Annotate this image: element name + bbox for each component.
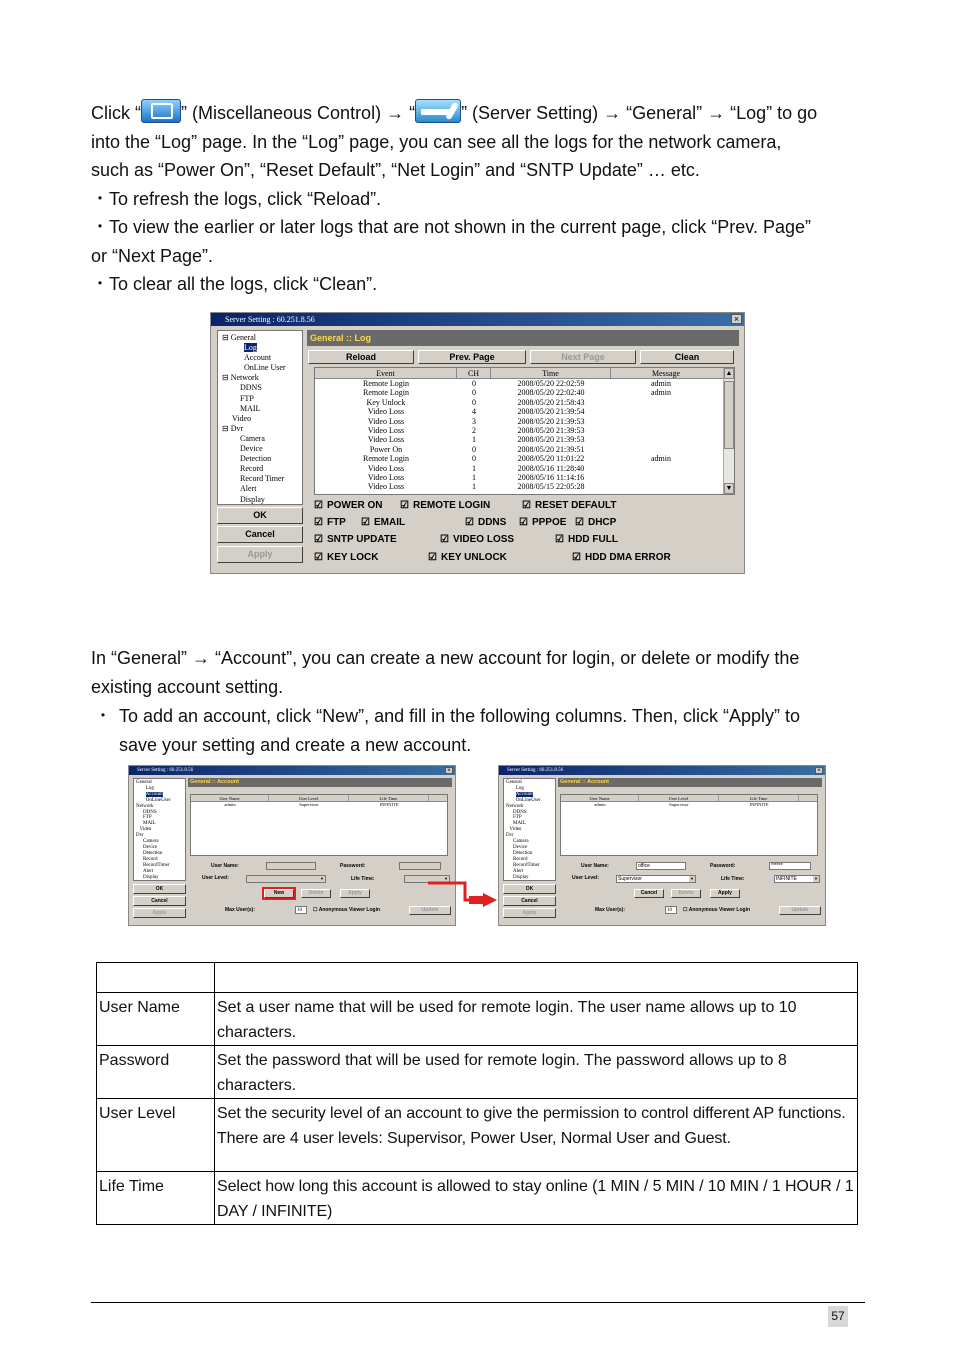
- tree-item[interactable]: Display: [240, 494, 265, 504]
- log-cell: admin: [651, 388, 671, 398]
- max-user-input[interactable]: 10: [665, 906, 677, 914]
- tree-item[interactable]: ⊟ Network: [222, 373, 259, 383]
- log-cell: 2008/05/15 22:05:28: [517, 482, 585, 492]
- max-user-input[interactable]: 10: [295, 906, 307, 914]
- scroll-thumb[interactable]: [724, 381, 734, 449]
- account-input[interactable]: ******: [769, 862, 811, 870]
- apply-button[interactable]: Apply: [217, 546, 303, 563]
- log-cell: Power On: [369, 444, 403, 454]
- log-cell: 1: [472, 435, 476, 445]
- account-text: In “General” → “Account”, you can create a new account for login, or delete or modify the: [91, 648, 800, 668]
- log-window-titlebar: [211, 313, 744, 326]
- tree-item[interactable]: DDNS: [143, 809, 157, 815]
- table-cell-field: Life Time: [97, 1172, 215, 1225]
- tree-item[interactable]: FTP: [513, 815, 522, 821]
- log-cell: 2008/05/20 22:02:40: [517, 388, 585, 398]
- log-window: [210, 312, 745, 574]
- delete-button[interactable]: Delete: [671, 889, 701, 898]
- tree-item[interactable]: Device: [513, 844, 528, 850]
- cancel-button[interactable]: Cancel: [634, 889, 664, 898]
- tree-item[interactable]: Camera: [513, 839, 529, 845]
- account-input[interactable]: [266, 862, 316, 870]
- table-row: [97, 1099, 858, 1172]
- column-header[interactable]: User Name: [191, 795, 269, 801]
- update-button[interactable]: Update: [409, 906, 451, 915]
- tree-item[interactable]: OnLineUser: [145, 797, 171, 803]
- next-page-button[interactable]: Next Page: [530, 350, 636, 364]
- tree-item[interactable]: RecordTimer: [143, 862, 170, 868]
- log-cell: 2008/05/16 11:14:16: [517, 472, 585, 482]
- table-cell-desc: Set a user name that will be used for remote login. The user name allows up to 10 characters.: [215, 993, 858, 1046]
- tree-item[interactable]: Camera: [240, 433, 265, 443]
- tree-item[interactable]: MAIL: [143, 821, 156, 827]
- apply-button[interactable]: Apply: [133, 908, 186, 918]
- column-header[interactable]: CH: [457, 368, 491, 378]
- tree-item[interactable]: Display: [143, 874, 159, 880]
- anonymous-label: Anonymous Viewer Login: [318, 907, 381, 913]
- apply-button[interactable]: Apply: [340, 889, 370, 898]
- anonymous-label: Anonymous Viewer Login: [688, 907, 751, 913]
- account-list: [560, 794, 818, 856]
- field-label: User Level:: [202, 875, 229, 881]
- column-header[interactable]: User Level: [639, 795, 719, 801]
- log-tree: [217, 330, 303, 505]
- log-cell: 0: [472, 397, 476, 407]
- tree-item[interactable]: Record Timer: [240, 474, 285, 484]
- column-header[interactable]: Time: [491, 368, 611, 378]
- bullet-reload: ・To refresh the logs, click “Reload”.: [91, 188, 382, 209]
- log-cell: Video Loss: [367, 425, 405, 435]
- intro-paragraph: [91, 99, 866, 299]
- check-key-unlock[interactable]: ☑ KEY UNLOCK: [428, 552, 507, 563]
- tree-item[interactable]: Network: [506, 803, 524, 809]
- log-cell: 2008/05/20 21:39:51: [517, 444, 585, 454]
- table-row: [97, 993, 858, 1046]
- account-header: General :: Account: [188, 778, 452, 787]
- account-paragraph: [91, 644, 866, 701]
- cancel-button[interactable]: Cancel: [503, 896, 556, 906]
- account-row[interactable]: [561, 802, 817, 808]
- table-cell-field: User Level: [97, 1099, 215, 1172]
- account-cell: Supervisor: [299, 802, 319, 807]
- intro-text: Click “: [91, 103, 141, 123]
- log-cell: 3: [472, 416, 476, 426]
- window-title: Server Setting : 60.251.8.56: [507, 768, 564, 773]
- tree-item[interactable]: DDNS: [513, 809, 527, 815]
- scroll-up-icon[interactable]: ▲: [725, 369, 733, 377]
- tree-item[interactable]: Log: [515, 785, 524, 791]
- account-cell: INFINITE: [379, 802, 399, 807]
- log-cell: Video Loss: [367, 482, 405, 492]
- log-cell: Key Unlock: [366, 397, 406, 407]
- log-cell: [611, 417, 721, 426]
- tree-item[interactable]: ⊟ General: [222, 333, 257, 342]
- anonymous-checkbox[interactable]: [313, 907, 380, 913]
- tree-item[interactable]: RecordTimer: [513, 862, 540, 868]
- tree-item[interactable]: Detection: [143, 850, 163, 856]
- tree-item[interactable]: Alert: [240, 484, 257, 494]
- column-header[interactable]: Message: [652, 369, 680, 378]
- account-row[interactable]: [191, 802, 447, 808]
- update-button[interactable]: Update: [779, 906, 821, 915]
- tree-item[interactable]: Account: [145, 791, 163, 797]
- account-cell: admin: [224, 802, 236, 807]
- field-label: Life Time:: [351, 876, 375, 882]
- log-cell: [611, 398, 721, 407]
- account-tree: [133, 778, 186, 881]
- table-header-row: [97, 963, 858, 993]
- new-button[interactable]: New: [264, 889, 294, 898]
- scroll-down-icon[interactable]: ▼: [725, 484, 733, 492]
- log-cell: 2008/05/20 11:01:22: [517, 454, 585, 464]
- prev-page-button[interactable]: Prev. Page: [418, 350, 526, 364]
- log-row[interactable]: [315, 407, 734, 416]
- log-row[interactable]: [315, 454, 734, 463]
- log-cell: admin: [651, 379, 671, 388]
- log-cell: Remote Login: [363, 454, 409, 464]
- account-field-table: [96, 962, 858, 1225]
- table-header-cell: [215, 963, 858, 993]
- delete-button[interactable]: Delete: [301, 889, 331, 898]
- account-window-titlebar: [129, 766, 455, 775]
- log-cell: 1: [472, 482, 476, 492]
- anonymous-checkbox[interactable]: [683, 907, 750, 913]
- window-title: Server Setting : 60.251.8.56: [137, 768, 194, 773]
- table-cell-desc: Select how long this account is allowed to stay online (1 MIN / 5 MIN / 10 MIN / 1 HOUR / 1 DAY / INFINITE): [215, 1172, 858, 1225]
- tree-item[interactable]: DDNS: [240, 383, 262, 393]
- intro-text: ” (Miscellaneous Control) → “: [181, 103, 416, 123]
- tree-item[interactable]: Display: [513, 874, 529, 880]
- bullet-page: ・To view the earlier or later logs that are not shown in the current page, click “Prev. Page”: [91, 217, 812, 237]
- misc-control-icon: [141, 99, 181, 123]
- log-cell: 2008/05/20 21:39:54: [517, 407, 585, 417]
- tree-item[interactable]: Detection: [240, 454, 272, 464]
- log-rows: [315, 379, 734, 492]
- intro-text: into the “Log” page. In the “Log” page, you can see all the logs for the network camera,: [91, 131, 782, 152]
- account-header: General :: Account: [558, 778, 822, 787]
- table-row: [97, 1172, 858, 1225]
- account-cell: INFINITE: [749, 802, 769, 807]
- table-cell-desc: Set the password that will be used for remote login. The password allows up to 8 characters.: [215, 1046, 858, 1099]
- tree-item[interactable]: Record: [240, 464, 264, 474]
- clean-button[interactable]: Clean: [640, 350, 734, 364]
- check-hdd-dma-error[interactable]: ☑ HDD DMA ERROR: [572, 552, 671, 563]
- check-key-lock[interactable]: ☑ KEY LOCK: [314, 552, 378, 563]
- tree-item[interactable]: FTP: [143, 815, 152, 821]
- log-list: [314, 367, 735, 495]
- log-row[interactable]: [315, 464, 734, 473]
- account-input[interactable]: Supervisor: [616, 875, 696, 883]
- check-dhcp[interactable]: ☑ DHCP: [575, 517, 616, 528]
- log-cell: [611, 482, 721, 491]
- log-cell: Video Loss: [367, 407, 405, 417]
- field-label: Max User(s):: [595, 907, 626, 913]
- check-hdd-full[interactable]: ☑ HDD FULL: [555, 534, 618, 545]
- log-cell: Remote Login: [363, 379, 409, 388]
- account-cell: Supervisor: [669, 802, 689, 807]
- check-video-loss[interactable]: ☑ VIDEO LOSS: [440, 534, 514, 545]
- window-title: Server Setting : 60.251.8.56: [225, 315, 315, 324]
- check-remote-login[interactable]: ☑ REMOTE LOGIN: [400, 500, 490, 511]
- tree-item[interactable]: Log: [145, 785, 154, 791]
- log-cell: 0: [472, 379, 476, 388]
- account-bullet-text: save your setting and create a new account.: [119, 734, 472, 755]
- tree-item[interactable]: ⊟ Dvr: [222, 423, 244, 433]
- tree-item[interactable]: Video: [139, 827, 152, 833]
- column-header[interactable]: Life Time: [719, 795, 799, 801]
- ok-button[interactable]: OK: [503, 884, 556, 894]
- tree-item[interactable]: Dvr: [506, 833, 514, 839]
- close-icon[interactable]: ×: [731, 314, 742, 324]
- log-cell: 0: [472, 388, 476, 398]
- field-label: Password:: [710, 863, 736, 869]
- tree-item[interactable]: Record: [513, 856, 528, 862]
- column-header[interactable]: User Name: [561, 795, 639, 801]
- account-cell: admin: [594, 802, 606, 807]
- field-label: User Name:: [581, 863, 609, 869]
- log-cell: 2008/05/20 21:39:53: [517, 416, 585, 426]
- log-cell: admin: [651, 454, 671, 464]
- tree-item[interactable]: Alert: [513, 868, 524, 874]
- tree-item[interactable]: OnLineUser: [515, 797, 541, 803]
- log-cell: [611, 464, 721, 473]
- tree-item[interactable]: Record: [143, 856, 158, 862]
- cancel-button[interactable]: Cancel: [217, 526, 303, 543]
- log-cell: 2008/05/20 22:02:59: [517, 379, 585, 388]
- column-header[interactable]: Life Time: [349, 795, 429, 801]
- check-power-on[interactable]: ☑ POWER ON: [314, 500, 383, 511]
- account-text: existing account setting.: [91, 676, 284, 697]
- tree-item[interactable]: Network: [136, 803, 154, 809]
- table-row: [97, 1046, 858, 1099]
- log-header: General :: Log: [307, 330, 739, 346]
- log-row[interactable]: [315, 417, 734, 426]
- log-cell: 0: [472, 454, 476, 464]
- check-email[interactable]: ☑ EMAIL: [361, 517, 405, 528]
- table-cell-desc: Set the security level of an account to give the permission to control different AP functions. There are 4 user levels: Supervisor, Power User, Normal User and Guest.: [215, 1099, 858, 1172]
- log-row[interactable]: [315, 398, 734, 407]
- tree-item[interactable]: Alert: [143, 868, 154, 874]
- log-cell: Remote Login: [363, 388, 409, 398]
- log-row[interactable]: [315, 379, 734, 388]
- log-cell: Video Loss: [367, 472, 405, 482]
- tree-item[interactable]: Log: [244, 343, 257, 353]
- chevron-down-icon[interactable]: ▼: [320, 876, 324, 881]
- table-header-cell: [97, 963, 215, 993]
- check-sntp-update[interactable]: ☑ SNTP UPDATE: [314, 534, 397, 545]
- tree-item[interactable]: Video: [232, 413, 252, 423]
- reload-button[interactable]: Reload: [308, 350, 414, 364]
- tree-item[interactable]: Detection: [513, 850, 533, 856]
- ok-button[interactable]: OK: [133, 884, 186, 894]
- check-pppoe[interactable]: ☑ PPPOE: [519, 517, 566, 528]
- page-number: 57: [828, 1306, 848, 1327]
- log-cell: 2: [472, 425, 476, 435]
- field-label: Life Time:: [721, 876, 745, 882]
- log-cell: Video Loss: [367, 435, 405, 445]
- account-bullet-text: To add an account, click “New”, and fill in the following columns. Then, click “Apply” to: [119, 706, 800, 726]
- close-icon[interactable]: ×: [445, 767, 453, 774]
- tree-item[interactable]: Account: [244, 353, 272, 363]
- log-row[interactable]: [315, 426, 734, 435]
- tree-item[interactable]: OnLine User: [244, 363, 286, 373]
- bullet-clean: ・To clear all the logs, click “Clean”.: [91, 274, 378, 294]
- field-label: Max User(s):: [225, 907, 256, 913]
- log-cell: [611, 445, 721, 454]
- checkbox-icon[interactable]: ☐: [683, 907, 688, 913]
- log-cell: 0: [472, 444, 476, 454]
- account-window-titlebar: [499, 766, 825, 775]
- log-cell: 2008/05/20 21:58:43: [517, 397, 585, 407]
- tree-item[interactable]: FTP: [240, 393, 254, 403]
- footer-rule: [91, 1302, 865, 1303]
- tree-item[interactable]: General: [506, 780, 522, 785]
- tree-item[interactable]: General: [136, 780, 152, 785]
- log-row[interactable]: [315, 473, 734, 482]
- cancel-button[interactable]: Cancel: [133, 896, 186, 906]
- field-label: User Level:: [572, 875, 599, 881]
- log-row[interactable]: [315, 435, 734, 444]
- log-cell: 4: [472, 407, 476, 417]
- tree-item[interactable]: Camera: [143, 839, 159, 845]
- check-ftp[interactable]: ☑ FTP: [314, 517, 346, 528]
- ok-button[interactable]: OK: [217, 507, 303, 524]
- log-cell: 1: [472, 463, 476, 473]
- account-input[interactable]: [246, 875, 326, 883]
- account-tree: [503, 778, 556, 881]
- tree-item[interactable]: Device: [143, 844, 158, 850]
- log-cell: 2008/05/20 21:39:53: [517, 435, 585, 445]
- log-row[interactable]: [315, 445, 734, 454]
- check-ddns[interactable]: ☑ DDNS: [465, 517, 506, 528]
- account-input[interactable]: INFINITE: [774, 875, 820, 883]
- chevron-down-icon[interactable]: ▼: [444, 876, 448, 881]
- account-input[interactable]: [399, 862, 441, 870]
- tree-item[interactable]: MAIL: [513, 821, 526, 827]
- chevron-down-icon[interactable]: ▼: [814, 876, 818, 881]
- tree-item[interactable]: Device: [240, 444, 263, 454]
- apply-button[interactable]: Apply: [503, 908, 556, 918]
- table-cell-field: User Name: [97, 993, 215, 1046]
- bullet-page-cont: or “Next Page”.: [91, 245, 214, 266]
- log-cell: Video Loss: [367, 416, 405, 426]
- account-bullet: [119, 702, 864, 759]
- log-cell: Video Loss: [367, 463, 405, 473]
- field-label: User Name:: [211, 863, 239, 869]
- log-cell: [611, 407, 721, 416]
- column-header[interactable]: Event: [315, 368, 457, 378]
- close-icon[interactable]: ×: [815, 767, 823, 774]
- chevron-down-icon[interactable]: ▼: [690, 876, 694, 881]
- log-cell: [611, 435, 721, 444]
- tree-item[interactable]: MAIL: [240, 403, 261, 413]
- red-arrow-icon: [425, 880, 500, 915]
- log-cell: [611, 426, 721, 435]
- check-reset-default[interactable]: ☑ RESET DEFAULT: [522, 500, 616, 511]
- log-cell: [611, 473, 721, 482]
- checkbox-icon[interactable]: ☐: [313, 907, 318, 913]
- server-setting-icon: [415, 99, 461, 123]
- log-row[interactable]: [315, 388, 734, 397]
- account-input[interactable]: office: [636, 862, 686, 870]
- account-list: [190, 794, 448, 856]
- account-bullet-mark: ・: [94, 706, 112, 726]
- intro-text: such as “Power On”, “Reset Default”, “Net Login” and “SNTP Update” … etc.: [91, 160, 700, 180]
- apply-button[interactable]: Apply: [710, 889, 740, 898]
- tree-item[interactable]: Account: [515, 791, 533, 797]
- log-list-header: [315, 368, 734, 379]
- column-header[interactable]: User Level: [269, 795, 349, 801]
- intro-text: ” (Server Setting) → “General” → “Log” to go: [461, 103, 818, 123]
- tree-item[interactable]: Video: [509, 827, 522, 833]
- log-row[interactable]: [315, 482, 734, 491]
- log-scrollbar[interactable]: [723, 368, 734, 494]
- log-cell: 2008/05/16 11:28:40: [517, 463, 585, 473]
- log-cell: 1: [472, 472, 476, 482]
- field-label: Password:: [340, 863, 366, 869]
- log-cell: 2008/05/20 21:39:53: [517, 425, 585, 435]
- table-cell-field: Password: [97, 1046, 215, 1099]
- tree-item[interactable]: Dvr: [136, 833, 144, 839]
